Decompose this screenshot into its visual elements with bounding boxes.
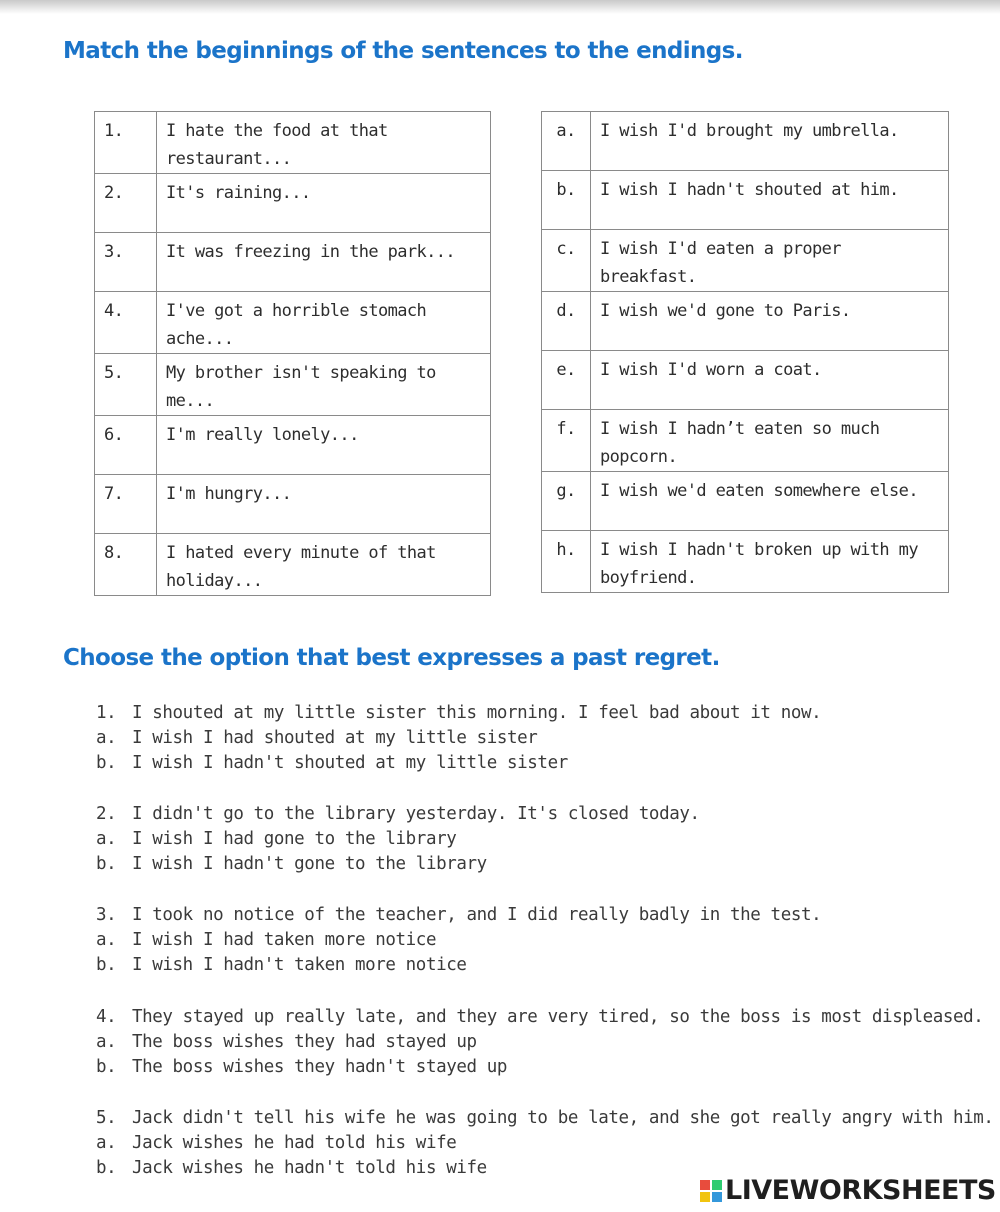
match-heading: Match the beginnings of the sentences to the endings. — [63, 38, 743, 64]
table-row — [542, 410, 949, 472]
option-a — [96, 827, 700, 852]
table-row — [95, 475, 491, 534]
logo-square — [712, 1180, 722, 1190]
question-stem — [96, 701, 821, 726]
table-row — [542, 472, 949, 531]
table-row — [542, 230, 949, 292]
row-number: 2. — [95, 174, 157, 233]
stem-text: I took no notice of the teacher, and I did really badly in the test. — [132, 905, 822, 925]
option-b — [96, 852, 700, 877]
stem-text: I didn't go to the library yesterday. It's closed today. — [132, 804, 700, 824]
option-b — [96, 751, 821, 776]
row-number: 6. — [95, 416, 157, 475]
option-text: I wish I hadn't shouted at my little sister — [132, 753, 568, 773]
sentence-ending: I wish I'd eaten a proper breakfast. — [591, 230, 949, 292]
sentence-ending: I wish we'd gone to Paris. — [591, 292, 949, 351]
question-stem — [96, 802, 700, 827]
option-label: a. — [96, 1133, 117, 1153]
table-row — [95, 354, 491, 416]
option-b — [96, 953, 821, 978]
sentence-ending: I wish we'd eaten somewhere else. — [591, 472, 949, 531]
row-letter: a. — [542, 112, 591, 171]
table-row — [95, 112, 491, 174]
sentence-beginning: My brother isn't speaking to me... — [157, 354, 491, 416]
row-letter: h. — [542, 531, 591, 593]
option-a — [96, 1131, 994, 1156]
option-label: a. — [96, 930, 117, 950]
option-a — [96, 1030, 983, 1055]
option-a — [96, 726, 821, 751]
question-number: 2. — [96, 804, 117, 824]
sentence-ending: I wish I'd worn a coat. — [591, 351, 949, 410]
logo-square — [712, 1192, 722, 1202]
question-number: 4. — [96, 1007, 117, 1027]
liveworksheets-brand — [700, 1175, 996, 1206]
table-row — [95, 174, 491, 233]
row-number: 5. — [95, 354, 157, 416]
table-row — [542, 351, 949, 410]
row-number: 3. — [95, 233, 157, 292]
option-label: a. — [96, 829, 117, 849]
row-number: 7. — [95, 475, 157, 534]
question-stem — [96, 1106, 994, 1131]
question-2 — [96, 802, 700, 877]
question-4 — [96, 1005, 983, 1080]
option-text: Jack wishes he hadn't told his wife — [132, 1158, 487, 1178]
option-label: b. — [96, 1158, 117, 1178]
option-label: a. — [96, 1032, 117, 1052]
option-text: I wish I hadn't gone to the library — [132, 854, 487, 874]
sentence-beginning: I'm hungry... — [157, 475, 491, 534]
table-row — [542, 171, 949, 230]
table-row — [95, 416, 491, 475]
row-letter: b. — [542, 171, 591, 230]
logo-square — [700, 1180, 710, 1190]
question-number: 5. — [96, 1108, 117, 1128]
option-label: b. — [96, 955, 117, 975]
option-text: Jack wishes he had told his wife — [132, 1133, 457, 1153]
row-number: 4. — [95, 292, 157, 354]
option-text: I wish I had gone to the library — [132, 829, 457, 849]
option-label: b. — [96, 854, 117, 874]
logo-square — [700, 1192, 710, 1202]
sentence-beginning: I hate the food at that restaurant... — [157, 112, 491, 174]
sentence-ending: I wish I hadn’t eaten so much popcorn. — [591, 410, 949, 472]
brand-text: LIVEWORKSHEETS — [725, 1175, 996, 1206]
question-3 — [96, 903, 821, 978]
option-text: I wish I hadn't taken more notice — [132, 955, 467, 975]
sentence-beginning: It's raining... — [157, 174, 491, 233]
row-number: 1. — [95, 112, 157, 174]
endings-table — [541, 111, 949, 593]
sentence-beginning: I'm really lonely... — [157, 416, 491, 475]
row-letter: d. — [542, 292, 591, 351]
stem-text: Jack didn't tell his wife he was going to be late, and she got really angry with him. — [132, 1108, 994, 1128]
option-text: I wish I had shouted at my little sister — [132, 728, 538, 748]
question-number: 1. — [96, 703, 117, 723]
sentence-beginning: It was freezing in the park... — [157, 233, 491, 292]
liveworksheets-logo-icon — [700, 1180, 722, 1202]
table-row — [542, 531, 949, 593]
stem-text: I shouted at my little sister this morning. I feel bad about it now. — [132, 703, 822, 723]
option-label: a. — [96, 728, 117, 748]
sentence-beginning: I hated every minute of that holiday... — [157, 534, 491, 596]
top-edge-shadow — [0, 0, 1000, 14]
row-letter: g. — [542, 472, 591, 531]
question-number: 3. — [96, 905, 117, 925]
option-text: The boss wishes they hadn't stayed up — [132, 1057, 508, 1077]
option-text: The boss wishes they had stayed up — [132, 1032, 477, 1052]
row-letter: c. — [542, 230, 591, 292]
question-5 — [96, 1106, 994, 1181]
row-number: 8. — [95, 534, 157, 596]
row-letter: e. — [542, 351, 591, 410]
option-b — [96, 1055, 983, 1080]
question-1 — [96, 701, 821, 776]
option-label: b. — [96, 753, 117, 773]
table-row — [95, 292, 491, 354]
stem-text: They stayed up really late, and they are very tired, so the boss is most displeased. — [132, 1007, 984, 1027]
beginnings-table — [94, 111, 491, 596]
sentence-beginning: I've got a horrible stomach ache... — [157, 292, 491, 354]
table-row — [95, 534, 491, 596]
sentence-ending: I wish I hadn't broken up with my boyfriend. — [591, 531, 949, 593]
option-text: I wish I had taken more notice — [132, 930, 437, 950]
sentence-ending: I wish I hadn't shouted at him. — [591, 171, 949, 230]
question-stem — [96, 1005, 983, 1030]
regret-heading: Choose the option that best expresses a past regret. — [63, 645, 720, 671]
option-label: b. — [96, 1057, 117, 1077]
row-letter: f. — [542, 410, 591, 472]
option-a — [96, 928, 821, 953]
table-row — [542, 292, 949, 351]
question-stem — [96, 903, 821, 928]
table-row — [95, 233, 491, 292]
sentence-ending: I wish I'd brought my umbrella. — [591, 112, 949, 171]
table-row — [542, 112, 949, 171]
